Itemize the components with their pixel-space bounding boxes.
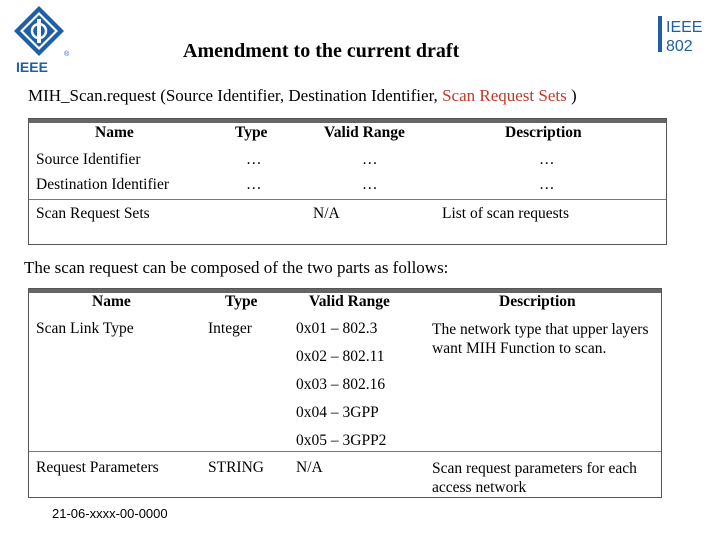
table-header-bar: [29, 119, 666, 123]
header-description: Description: [499, 293, 576, 310]
header-name: Name: [92, 293, 131, 310]
table-cell: Scan Request Sets: [36, 205, 150, 222]
header-type: Type: [225, 293, 258, 310]
table-cell: …: [539, 151, 555, 168]
signature-highlight: Scan Request Sets: [442, 86, 567, 105]
svg-text:®: ®: [64, 51, 70, 58]
primitive-signature: [28, 86, 577, 106]
ieee-logo: [8, 4, 70, 76]
table-cell: …: [246, 151, 262, 168]
table-cell: STRING: [208, 459, 264, 476]
header-name: Name: [95, 124, 134, 141]
table-cell: Destination Identifier: [36, 176, 169, 193]
table-cell: Scan request parameters for each access network: [432, 460, 637, 496]
ieee-logo-text: IEEE: [16, 59, 48, 75]
table-cell: …: [539, 176, 555, 193]
signature-prefix: MIH_Scan.request (Source Identifier, Destination Identifier,: [28, 86, 443, 105]
table-caption: The scan request can be composed of the two parts as follows:: [24, 258, 449, 277]
ieee802-logo-top: IEEE: [666, 19, 702, 36]
range-item: 0x04 – 3GPP: [296, 404, 379, 421]
table-cell: Request Parameters: [36, 459, 159, 476]
table-cell: N/A: [313, 205, 340, 222]
range-item: 0x03 – 802.16: [296, 376, 386, 393]
table-cell: …: [362, 151, 378, 168]
document-number: 21-06-xxxx-00-0000: [52, 506, 168, 521]
scan-request-table: [28, 288, 662, 498]
header-valid-range: Valid Range: [309, 293, 390, 310]
parameters-table: [28, 118, 667, 245]
table-cell: …: [246, 176, 262, 193]
header-valid-range: Valid Range: [324, 124, 405, 141]
table-row-divider: [29, 451, 661, 452]
page-title: Amendment to the current draft: [183, 40, 460, 62]
table-cell: Source Identifier: [36, 151, 141, 168]
header-description: Description: [505, 124, 582, 141]
range-item: 0x05 – 3GPP2: [296, 432, 387, 449]
table-cell: …: [362, 176, 378, 193]
table-cell: The network type that upper layers want MIH Function to scan.: [432, 321, 649, 357]
table-cell: Scan Link Type: [36, 320, 134, 337]
range-item: 0x01 – 802.3: [296, 320, 378, 337]
table-cell: N/A: [296, 459, 323, 476]
table-cell: List of scan requests: [442, 205, 569, 222]
table-row-divider: [29, 199, 666, 200]
ieee-802-logo: [656, 14, 702, 56]
header-type: Type: [235, 124, 268, 141]
range-item: 0x02 – 802.11: [296, 348, 385, 365]
table-cell: Integer: [208, 320, 252, 337]
signature-suffix: ): [566, 86, 577, 105]
ieee802-logo-bottom: 802: [666, 38, 693, 55]
